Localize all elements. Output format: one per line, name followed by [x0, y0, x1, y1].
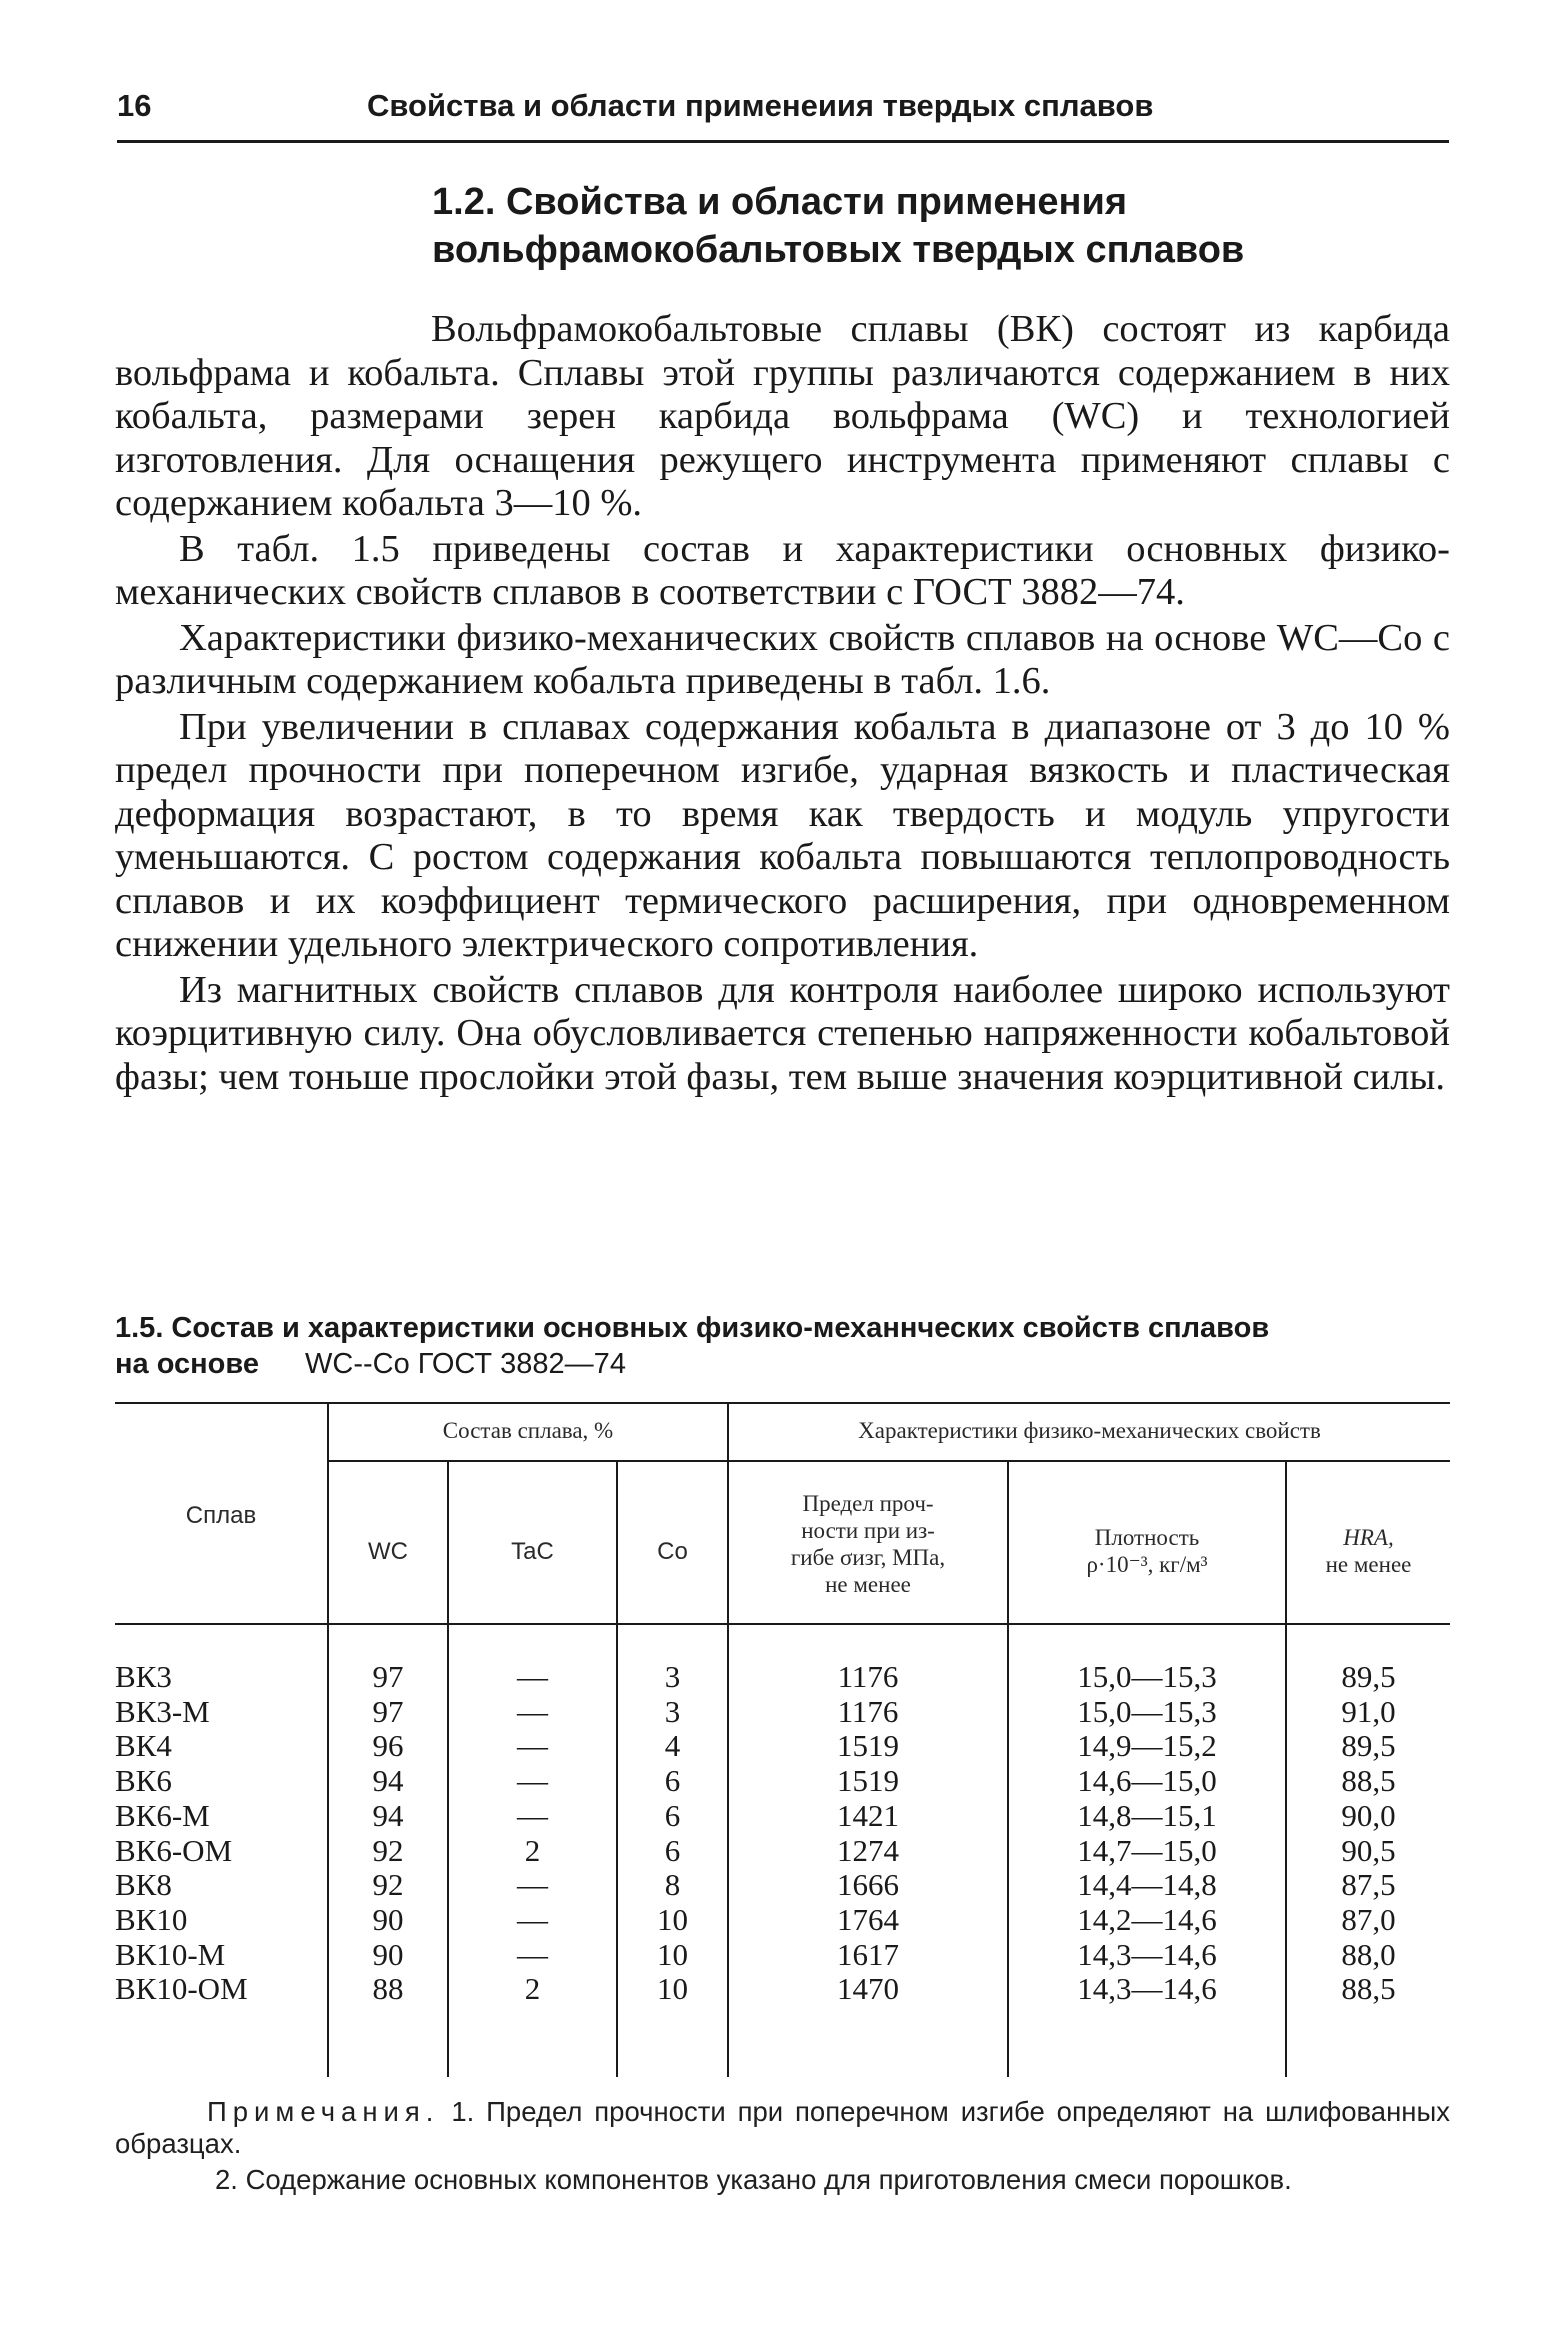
cell-wc: 96 — [372, 1728, 404, 1764]
cell-density: 14,2—14,6 — [1077, 1901, 1217, 1937]
cell-co: 10 — [657, 1901, 688, 1937]
header-strength-line-1: Предел проч- — [802, 1491, 934, 1516]
cell-density: 15,0—15,3 — [1077, 1693, 1217, 1729]
note-1 — [115, 2096, 1450, 2159]
cell-alloy: ВК3-М — [115, 1693, 210, 1729]
header-strength-line-2: ности при из- — [801, 1518, 935, 1543]
page-number: 16 — [117, 88, 152, 123]
cell-alloy: ВК10-ОМ — [115, 1971, 248, 2007]
note-1-text: 1. Предел прочности при поперечном изгибе определяют на шлифованных образцах. — [115, 2096, 1450, 2159]
cell-strength: 1470 — [837, 1971, 899, 2007]
cell-tac: — — [517, 1763, 548, 1799]
cell-tac: — — [517, 1901, 548, 1937]
header-strength-line-4: не менее — [825, 1572, 911, 1597]
cell-co: 6 — [664, 1763, 681, 1799]
cell-tac: 2 — [524, 1971, 541, 2007]
table-header-rule — [115, 1623, 1450, 1625]
paragraph-1: Вольфрамокобальтовые сплавы (ВК) состоят из карбида вольфрама и кобальта. Сплавы этой группы различаются содержанием в них кобальта, размерами зерен карбида вольфрама (WC) и технологией изготовления. Для оснащения режущего инструмента применяют сплавы с содержанием кобальта 3—10 %. — [115, 308, 1450, 524]
cell-alloy: ВК8 — [115, 1867, 172, 1903]
cell-strength: 1176 — [837, 1659, 899, 1694]
running-head — [117, 88, 1449, 136]
header-hra-line-1: HRA, — [1343, 1525, 1394, 1550]
cell-co: 6 — [664, 1797, 681, 1833]
cell-tac: 2 — [524, 1832, 541, 1868]
cell-density: 14,3—14,6 — [1077, 1971, 1217, 2007]
cell-tac: — — [517, 1797, 548, 1833]
header-properties-group: Характеристики физико-механических свойств — [858, 1418, 1321, 1443]
header-wc: WC — [368, 1538, 408, 1565]
cell-hra: 88,0 — [1341, 1936, 1396, 1972]
header-density-line-2: ρ·10⁻³, кг/м³ — [1086, 1552, 1208, 1577]
cell-co: 3 — [664, 1659, 681, 1694]
section-heading-line-1: 1.2. Свойства и области применения — [432, 181, 1128, 223]
running-title: Свойства и области применеиия твердых сплавов — [367, 88, 1154, 123]
header-co: Co — [657, 1538, 688, 1565]
cell-alloy: ВК3 — [115, 1659, 172, 1694]
cell-density: 14,6—15,0 — [1077, 1763, 1217, 1799]
cell-wc: 88 — [372, 1971, 404, 2007]
header-hra-line-2: не менее — [1325, 1552, 1412, 1577]
cell-wc: 92 — [372, 1867, 404, 1903]
cell-co: 6 — [664, 1832, 681, 1868]
cell-strength: 1519 — [837, 1728, 899, 1764]
cell-hra: 89,5 — [1341, 1659, 1396, 1694]
table-caption-prefix: на основе — [115, 1348, 259, 1380]
cell-wc: 94 — [372, 1797, 404, 1833]
note-2: 2. Содержание основных компонентов указано для приготовления смеси порошков. — [215, 2164, 1292, 2195]
table-group-rule — [328, 1460, 1450, 1462]
cell-co: 4 — [664, 1728, 681, 1764]
cell-tac: — — [517, 1936, 548, 1972]
cell-hra: 91,0 — [1341, 1693, 1396, 1729]
header-density-line-1: Плотность — [1094, 1525, 1200, 1550]
header-composition-group: Состав сплава, % — [442, 1418, 614, 1443]
cell-hra: 88,5 — [1341, 1763, 1396, 1799]
cell-alloy: ВК10-М — [115, 1936, 226, 1972]
table-caption — [115, 1310, 1450, 1382]
header-strength — [729, 1490, 1007, 1598]
cell-density: 14,4—14,8 — [1077, 1867, 1217, 1903]
notes-label: Примечания. — [207, 2096, 440, 2127]
properties-table — [115, 1402, 1450, 2077]
cell-alloy: ВК4 — [115, 1728, 172, 1764]
cell-wc: 90 — [372, 1936, 404, 1972]
cell-strength: 1666 — [837, 1867, 899, 1903]
cell-density: 14,8—15,1 — [1077, 1797, 1217, 1833]
cell-tac: — — [517, 1867, 548, 1903]
cell-hra: 87,0 — [1341, 1901, 1396, 1937]
cell-wc: 97 — [372, 1693, 404, 1729]
cell-strength: 1764 — [837, 1901, 899, 1937]
table-caption-line-2 — [115, 1346, 1450, 1382]
cell-strength: 1274 — [837, 1832, 899, 1868]
cell-hra: 88,5 — [1341, 1971, 1396, 2007]
cell-strength: 1176 — [837, 1693, 899, 1729]
cell-alloy: ВК6 — [115, 1763, 172, 1799]
cell-co: 10 — [657, 1971, 688, 2007]
cell-hra: 90,0 — [1341, 1797, 1396, 1833]
cell-alloy: ВК10 — [115, 1901, 188, 1937]
table-caption-suffix: WC--Co ГОСТ 3882—74 — [305, 1348, 626, 1380]
cell-tac: — — [517, 1728, 548, 1764]
cell-hra: 87,5 — [1341, 1867, 1396, 1903]
section-heading-line-2: вольфрамокобальтовых твердых сплавов — [432, 229, 1245, 271]
cell-wc: 94 — [372, 1763, 404, 1799]
cell-hra: 90,5 — [1341, 1832, 1396, 1868]
cell-tac: — — [517, 1659, 548, 1694]
cell-co: 8 — [664, 1867, 681, 1903]
cell-density: 15,0—15,3 — [1077, 1659, 1217, 1694]
header-density — [1009, 1524, 1285, 1578]
section-heading — [432, 178, 1432, 274]
cell-strength: 1617 — [837, 1936, 899, 1972]
cell-density: 14,3—14,6 — [1077, 1936, 1217, 1972]
cell-tac: — — [517, 1693, 548, 1729]
table-caption-line-1: 1.5. Состав и характеристики основных физико-механнческих свойств сплавов — [115, 1312, 1270, 1344]
cell-wc: 90 — [372, 1901, 404, 1937]
body-text — [115, 308, 1450, 1099]
table-notes — [115, 2096, 1450, 2196]
header-tac: TaC — [511, 1538, 554, 1565]
table-top-rule — [115, 1402, 1450, 1404]
header-strength-line-3: гибе σизг, МПа, — [790, 1545, 946, 1570]
cell-alloy: ВК6-ОМ — [115, 1832, 233, 1868]
header-alloy: Сплав — [185, 1502, 257, 1529]
cell-wc: 97 — [372, 1659, 404, 1694]
cell-density: 14,7—15,0 — [1077, 1832, 1217, 1868]
paragraph-4: При увеличении в сплавах содержания кобальта в диапазоне от 3 до 10 % предел прочности при поперечном изгибе, ударная вязкость и пластическая деформация возрастают, в то время как твердость и модуль упругости уменьшаются. С ростом содержания кобальта повышаются теплопроводность сплавов и их коэффициент термического расширения, при одновременном снижении удельного электрического сопротивления. — [115, 705, 1450, 965]
cell-co: 10 — [657, 1936, 688, 1972]
header-hra — [1287, 1524, 1450, 1578]
paragraph-5: Из магнитных свойств сплавов для контроля наиболее широко используют коэрцитивную силу. Она обусловливается степенью напряженности кобальтовой фазы; чем тоньше прослойки этой фазы, тем выше значения коэрцитивной силы. — [115, 968, 1450, 1098]
cell-density: 14,9—15,2 — [1077, 1728, 1217, 1764]
cell-strength: 1421 — [837, 1797, 899, 1833]
cell-hra: 89,5 — [1341, 1728, 1396, 1764]
paragraph-3: Характеристики физико-механических свойств сплавов на основе WC—Co с различным содержанием кобальта приведены в табл. 1.6. — [115, 616, 1450, 702]
cell-wc: 92 — [372, 1832, 404, 1868]
header-rule — [117, 140, 1449, 143]
cell-co: 3 — [664, 1693, 681, 1729]
cell-alloy: ВК6-М — [115, 1797, 210, 1833]
cell-strength: 1519 — [837, 1763, 899, 1799]
paragraph-2: В табл. 1.5 приведены состав и характеристики основных физико-механических свойств сплавов в соответствии с ГОСТ 3882—74. — [115, 527, 1450, 613]
